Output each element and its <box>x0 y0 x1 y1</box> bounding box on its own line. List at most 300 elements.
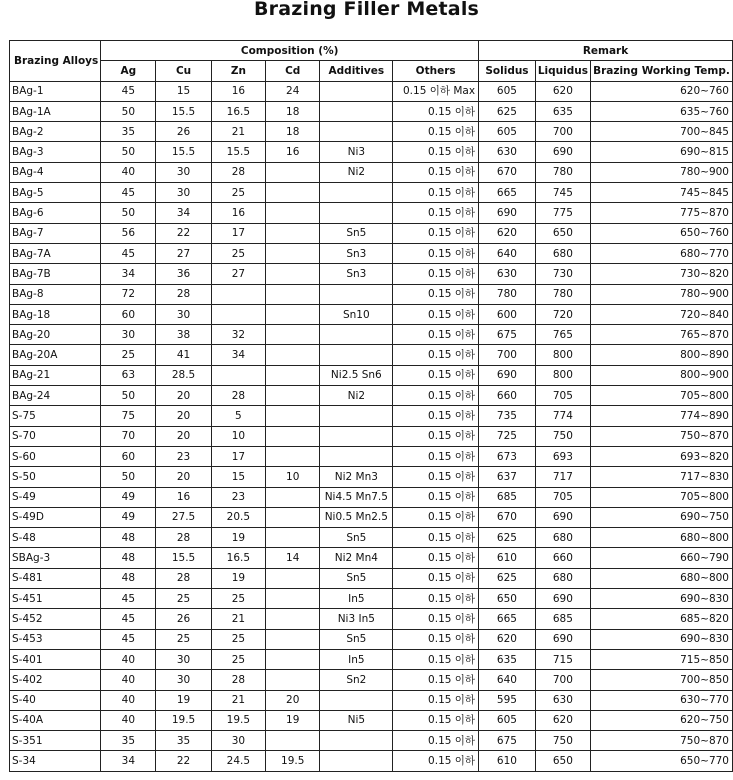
header-solidus: Solidus <box>479 61 536 81</box>
cell-cu: 15.5 <box>156 548 211 568</box>
cell-others: 0.15 이하 <box>393 284 479 304</box>
cell-alloy: BAg-3 <box>10 142 101 162</box>
cell-ag: 45 <box>101 81 156 101</box>
cell-zn: 25 <box>211 629 265 649</box>
table-row <box>10 203 733 223</box>
cell-additives: In5 <box>320 649 393 669</box>
cell-cu: 28 <box>156 528 211 548</box>
cell-cu: 22 <box>156 223 211 243</box>
cell-cd <box>266 284 320 304</box>
header-cu: Cu <box>156 61 211 81</box>
cell-additives <box>320 446 393 466</box>
cell-solidus: 673 <box>479 446 536 466</box>
cell-working-temp: 690~830 <box>590 589 732 609</box>
cell-working-temp: 620~750 <box>590 710 732 730</box>
cell-alloy: S-60 <box>10 446 101 466</box>
cell-working-temp: 635~760 <box>590 101 732 121</box>
cell-others: 0.15 이하 <box>393 507 479 527</box>
cell-zn: 34 <box>211 345 265 365</box>
cell-working-temp: 690~815 <box>590 142 732 162</box>
cell-others: 0.15 이하 <box>393 589 479 609</box>
cell-zn: 25 <box>211 243 265 263</box>
table-row <box>10 304 733 324</box>
cell-liquidus: 620 <box>535 710 590 730</box>
cell-alloy: S-481 <box>10 568 101 588</box>
header-brazing-alloys: Brazing Alloys <box>10 41 101 82</box>
cell-others: 0.15 이하 <box>393 487 479 507</box>
cell-liquidus: 800 <box>535 345 590 365</box>
cell-additives <box>320 203 393 223</box>
header-zn: Zn <box>211 61 265 81</box>
cell-ag: 30 <box>101 325 156 345</box>
cell-cd: 19 <box>266 710 320 730</box>
cell-zn: 28 <box>211 162 265 182</box>
cell-working-temp: 774~890 <box>590 406 732 426</box>
cell-others: 0.15 이하 Max <box>393 81 479 101</box>
cell-ag: 75 <box>101 406 156 426</box>
cell-solidus: 660 <box>479 386 536 406</box>
cell-cd: 10 <box>266 467 320 487</box>
cell-additives: Ni0.5 Mn2.5 <box>320 507 393 527</box>
cell-ag: 60 <box>101 446 156 466</box>
table-row <box>10 731 733 751</box>
cell-solidus: 625 <box>479 568 536 588</box>
cell-ag: 50 <box>101 386 156 406</box>
table-row <box>10 162 733 182</box>
cell-solidus: 625 <box>479 101 536 121</box>
header-liquidus: Liquidus <box>535 61 590 81</box>
cell-solidus: 670 <box>479 162 536 182</box>
cell-zn: 16 <box>211 203 265 223</box>
cell-cd <box>266 162 320 182</box>
cell-working-temp: 800~900 <box>590 365 732 385</box>
cell-working-temp: 800~890 <box>590 345 732 365</box>
cell-alloy: BAg-7 <box>10 223 101 243</box>
cell-cu: 36 <box>156 264 211 284</box>
cell-cu: 15.5 <box>156 101 211 121</box>
cell-alloy: BAg-8 <box>10 284 101 304</box>
table-row <box>10 183 733 203</box>
cell-cd: 20 <box>266 690 320 710</box>
cell-liquidus: 720 <box>535 304 590 324</box>
cell-working-temp: 680~800 <box>590 568 732 588</box>
cell-cu: 34 <box>156 203 211 223</box>
cell-alloy: BAg-4 <box>10 162 101 182</box>
cell-zn <box>211 284 265 304</box>
cell-liquidus: 690 <box>535 589 590 609</box>
cell-working-temp: 700~845 <box>590 122 732 142</box>
table-row <box>10 629 733 649</box>
cell-ag: 50 <box>101 142 156 162</box>
cell-alloy: S-401 <box>10 649 101 669</box>
cell-cu: 15 <box>156 81 211 101</box>
cell-cu: 25 <box>156 589 211 609</box>
cell-additives <box>320 81 393 101</box>
cell-additives: Ni2 Mn4 <box>320 548 393 568</box>
cell-cu: 22 <box>156 751 211 771</box>
cell-working-temp: 780~900 <box>590 284 732 304</box>
cell-others: 0.15 이하 <box>393 690 479 710</box>
cell-others: 0.15 이하 <box>393 670 479 690</box>
cell-working-temp: 780~900 <box>590 162 732 182</box>
cell-ag: 45 <box>101 589 156 609</box>
cell-ag: 40 <box>101 649 156 669</box>
cell-ag: 50 <box>101 467 156 487</box>
cell-cu: 30 <box>156 649 211 669</box>
cell-additives: Sn3 <box>320 264 393 284</box>
cell-solidus: 665 <box>479 183 536 203</box>
cell-ag: 40 <box>101 162 156 182</box>
cell-cd <box>266 365 320 385</box>
cell-cd: 24 <box>266 81 320 101</box>
cell-liquidus: 693 <box>535 446 590 466</box>
cell-liquidus: 800 <box>535 365 590 385</box>
cell-zn: 10 <box>211 426 265 446</box>
cell-ag: 49 <box>101 487 156 507</box>
table-row <box>10 507 733 527</box>
header-cd: Cd <box>266 61 320 81</box>
cell-cu: 35 <box>156 731 211 751</box>
cell-solidus: 605 <box>479 122 536 142</box>
cell-liquidus: 774 <box>535 406 590 426</box>
cell-solidus: 780 <box>479 284 536 304</box>
cell-liquidus: 745 <box>535 183 590 203</box>
cell-ag: 34 <box>101 751 156 771</box>
cell-alloy: S-453 <box>10 629 101 649</box>
cell-ag: 35 <box>101 731 156 751</box>
cell-additives <box>320 345 393 365</box>
cell-zn: 19.5 <box>211 710 265 730</box>
cell-additives: Sn10 <box>320 304 393 324</box>
table-row <box>10 670 733 690</box>
cell-ag: 50 <box>101 203 156 223</box>
cell-alloy: BAg-20A <box>10 345 101 365</box>
filler-metals-table <box>9 40 733 772</box>
cell-additives <box>320 731 393 751</box>
cell-others: 0.15 이하 <box>393 203 479 223</box>
cell-additives: Ni2.5 Sn6 <box>320 365 393 385</box>
cell-cd <box>266 304 320 324</box>
cell-ag: 48 <box>101 548 156 568</box>
table-row <box>10 345 733 365</box>
cell-cu: 27.5 <box>156 507 211 527</box>
cell-alloy: S-70 <box>10 426 101 446</box>
cell-ag: 50 <box>101 101 156 121</box>
cell-additives <box>320 101 393 121</box>
cell-zn <box>211 365 265 385</box>
cell-working-temp: 685~820 <box>590 609 732 629</box>
cell-cd <box>266 406 320 426</box>
table-row <box>10 284 733 304</box>
cell-additives <box>320 284 393 304</box>
cell-alloy: BAg-21 <box>10 365 101 385</box>
cell-cd: 18 <box>266 101 320 121</box>
table-row <box>10 548 733 568</box>
cell-others: 0.15 이하 <box>393 710 479 730</box>
cell-solidus: 610 <box>479 548 536 568</box>
cell-solidus: 685 <box>479 487 536 507</box>
cell-ag: 45 <box>101 183 156 203</box>
cell-alloy: S-40 <box>10 690 101 710</box>
cell-liquidus: 690 <box>535 507 590 527</box>
cell-solidus: 600 <box>479 304 536 324</box>
cell-zn: 24.5 <box>211 751 265 771</box>
cell-others: 0.15 이하 <box>393 142 479 162</box>
page-title: Brazing Filler Metals <box>253 0 480 20</box>
cell-cu: 28 <box>156 284 211 304</box>
table-row <box>10 264 733 284</box>
table-row <box>10 487 733 507</box>
cell-liquidus: 780 <box>535 162 590 182</box>
cell-cu: 26 <box>156 122 211 142</box>
cell-others: 0.15 이하 <box>393 264 479 284</box>
cell-cu: 23 <box>156 446 211 466</box>
table-row <box>10 101 733 121</box>
cell-solidus: 630 <box>479 142 536 162</box>
header-row-top <box>10 41 733 61</box>
cell-working-temp: 745~845 <box>590 183 732 203</box>
cell-others: 0.15 이하 <box>393 162 479 182</box>
cell-additives <box>320 751 393 771</box>
cell-additives <box>320 690 393 710</box>
cell-zn: 15 <box>211 467 265 487</box>
cell-additives: Ni2 <box>320 386 393 406</box>
cell-zn: 20.5 <box>211 507 265 527</box>
cell-additives: Ni2 Mn3 <box>320 467 393 487</box>
cell-cd <box>266 670 320 690</box>
cell-liquidus: 775 <box>535 203 590 223</box>
cell-solidus: 650 <box>479 589 536 609</box>
cell-solidus: 690 <box>479 203 536 223</box>
cell-cd: 18 <box>266 122 320 142</box>
cell-ag: 49 <box>101 507 156 527</box>
cell-others: 0.15 이하 <box>393 183 479 203</box>
cell-others: 0.15 이하 <box>393 548 479 568</box>
cell-cu: 28.5 <box>156 365 211 385</box>
cell-others: 0.15 이하 <box>393 446 479 466</box>
cell-ag: 40 <box>101 710 156 730</box>
header-composition: Composition (%) <box>101 41 479 61</box>
cell-ag: 48 <box>101 568 156 588</box>
cell-others: 0.15 이하 <box>393 609 479 629</box>
cell-others: 0.15 이하 <box>393 101 479 121</box>
cell-ag: 45 <box>101 609 156 629</box>
cell-ag: 25 <box>101 345 156 365</box>
cell-alloy: S-49D <box>10 507 101 527</box>
table-row <box>10 223 733 243</box>
cell-solidus: 630 <box>479 264 536 284</box>
cell-others: 0.15 이하 <box>393 528 479 548</box>
cell-working-temp: 750~870 <box>590 731 732 751</box>
cell-alloy: S-452 <box>10 609 101 629</box>
table-row <box>10 81 733 101</box>
header-row-sub <box>10 61 733 81</box>
cell-zn: 30 <box>211 731 265 751</box>
cell-liquidus: 685 <box>535 609 590 629</box>
cell-zn: 19 <box>211 528 265 548</box>
cell-cu: 30 <box>156 670 211 690</box>
cell-solidus: 637 <box>479 467 536 487</box>
cell-liquidus: 715 <box>535 649 590 669</box>
cell-additives: Sn5 <box>320 629 393 649</box>
cell-solidus: 635 <box>479 649 536 669</box>
header-ag: Ag <box>101 61 156 81</box>
cell-zn: 17 <box>211 223 265 243</box>
cell-alloy: S-351 <box>10 731 101 751</box>
cell-solidus: 605 <box>479 81 536 101</box>
cell-liquidus: 750 <box>535 426 590 446</box>
cell-cd: 16 <box>266 142 320 162</box>
cell-liquidus: 717 <box>535 467 590 487</box>
cell-liquidus: 680 <box>535 243 590 263</box>
cell-cd: 19.5 <box>266 751 320 771</box>
cell-additives: Sn5 <box>320 223 393 243</box>
cell-ag: 45 <box>101 629 156 649</box>
cell-cu: 20 <box>156 386 211 406</box>
table-row <box>10 568 733 588</box>
cell-zn: 23 <box>211 487 265 507</box>
cell-alloy: BAg-7A <box>10 243 101 263</box>
cell-zn <box>211 304 265 324</box>
cell-liquidus: 650 <box>535 223 590 243</box>
cell-cu: 20 <box>156 406 211 426</box>
cell-zn: 25 <box>211 649 265 669</box>
cell-liquidus: 680 <box>535 528 590 548</box>
cell-cu: 27 <box>156 243 211 263</box>
cell-cd <box>266 731 320 751</box>
table-row <box>10 122 733 142</box>
table-body <box>10 81 733 771</box>
cell-others: 0.15 이하 <box>393 345 479 365</box>
cell-additives: Sn5 <box>320 568 393 588</box>
cell-working-temp: 690~750 <box>590 507 732 527</box>
table-row <box>10 386 733 406</box>
cell-ag: 63 <box>101 365 156 385</box>
cell-others: 0.15 이하 <box>393 304 479 324</box>
cell-working-temp: 715~850 <box>590 649 732 669</box>
cell-alloy: BAg-6 <box>10 203 101 223</box>
cell-alloy: BAg-18 <box>10 304 101 324</box>
cell-others: 0.15 이하 <box>393 386 479 406</box>
cell-additives <box>320 183 393 203</box>
cell-additives: Sn2 <box>320 670 393 690</box>
cell-solidus: 640 <box>479 670 536 690</box>
cell-liquidus: 705 <box>535 386 590 406</box>
cell-alloy: BAg-2 <box>10 122 101 142</box>
cell-zn: 16.5 <box>211 101 265 121</box>
cell-working-temp: 705~800 <box>590 386 732 406</box>
cell-zn: 16.5 <box>211 548 265 568</box>
cell-solidus: 700 <box>479 345 536 365</box>
cell-cu: 38 <box>156 325 211 345</box>
cell-cu: 20 <box>156 467 211 487</box>
cell-liquidus: 700 <box>535 670 590 690</box>
cell-ag: 72 <box>101 284 156 304</box>
table-row <box>10 365 733 385</box>
cell-working-temp: 630~770 <box>590 690 732 710</box>
cell-others: 0.15 이하 <box>393 649 479 669</box>
cell-liquidus: 690 <box>535 142 590 162</box>
cell-working-temp: 650~760 <box>590 223 732 243</box>
cell-others: 0.15 이하 <box>393 365 479 385</box>
cell-working-temp: 775~870 <box>590 203 732 223</box>
cell-alloy: S-451 <box>10 589 101 609</box>
cell-solidus: 605 <box>479 710 536 730</box>
cell-alloy: BAg-1 <box>10 81 101 101</box>
table-row <box>10 690 733 710</box>
cell-liquidus: 635 <box>535 101 590 121</box>
cell-others: 0.15 이하 <box>393 426 479 446</box>
cell-cd <box>266 507 320 527</box>
cell-cd <box>266 386 320 406</box>
cell-working-temp: 750~870 <box>590 426 732 446</box>
cell-working-temp: 620~760 <box>590 81 732 101</box>
cell-cd <box>266 487 320 507</box>
cell-ag: 45 <box>101 243 156 263</box>
cell-zn: 27 <box>211 264 265 284</box>
table-row <box>10 446 733 466</box>
cell-others: 0.15 이하 <box>393 731 479 751</box>
table-row <box>10 406 733 426</box>
cell-solidus: 595 <box>479 690 536 710</box>
cell-liquidus: 780 <box>535 284 590 304</box>
cell-alloy: BAg-7B <box>10 264 101 284</box>
cell-additives: In5 <box>320 589 393 609</box>
cell-ag: 35 <box>101 122 156 142</box>
table-row <box>10 325 733 345</box>
cell-working-temp: 730~820 <box>590 264 732 284</box>
cell-others: 0.15 이하 <box>393 568 479 588</box>
cell-solidus: 620 <box>479 223 536 243</box>
cell-working-temp: 765~870 <box>590 325 732 345</box>
cell-working-temp: 690~830 <box>590 629 732 649</box>
table-row <box>10 528 733 548</box>
cell-liquidus: 700 <box>535 122 590 142</box>
cell-zn: 28 <box>211 386 265 406</box>
cell-zn: 28 <box>211 670 265 690</box>
table-row <box>10 609 733 629</box>
cell-cu: 19 <box>156 690 211 710</box>
table-row <box>10 467 733 487</box>
cell-liquidus: 660 <box>535 548 590 568</box>
table-row <box>10 142 733 162</box>
cell-zn: 21 <box>211 122 265 142</box>
cell-alloy: BAg-20 <box>10 325 101 345</box>
cell-additives: Sn3 <box>320 243 393 263</box>
cell-cd <box>266 589 320 609</box>
cell-others: 0.15 이하 <box>393 325 479 345</box>
cell-cu: 30 <box>156 304 211 324</box>
cell-cu: 28 <box>156 568 211 588</box>
cell-additives <box>320 325 393 345</box>
cell-cd <box>266 203 320 223</box>
header-working-temp: Brazing Working Temp. <box>590 61 732 81</box>
cell-working-temp: 720~840 <box>590 304 732 324</box>
cell-cd: 14 <box>266 548 320 568</box>
cell-liquidus: 765 <box>535 325 590 345</box>
cell-cu: 26 <box>156 609 211 629</box>
cell-zn: 32 <box>211 325 265 345</box>
cell-additives <box>320 122 393 142</box>
cell-cd <box>266 183 320 203</box>
cell-solidus: 665 <box>479 609 536 629</box>
cell-cu: 30 <box>156 183 211 203</box>
table-row <box>10 426 733 446</box>
cell-zn: 21 <box>211 609 265 629</box>
cell-cu: 41 <box>156 345 211 365</box>
cell-liquidus: 730 <box>535 264 590 284</box>
cell-additives: Ni2 <box>320 162 393 182</box>
